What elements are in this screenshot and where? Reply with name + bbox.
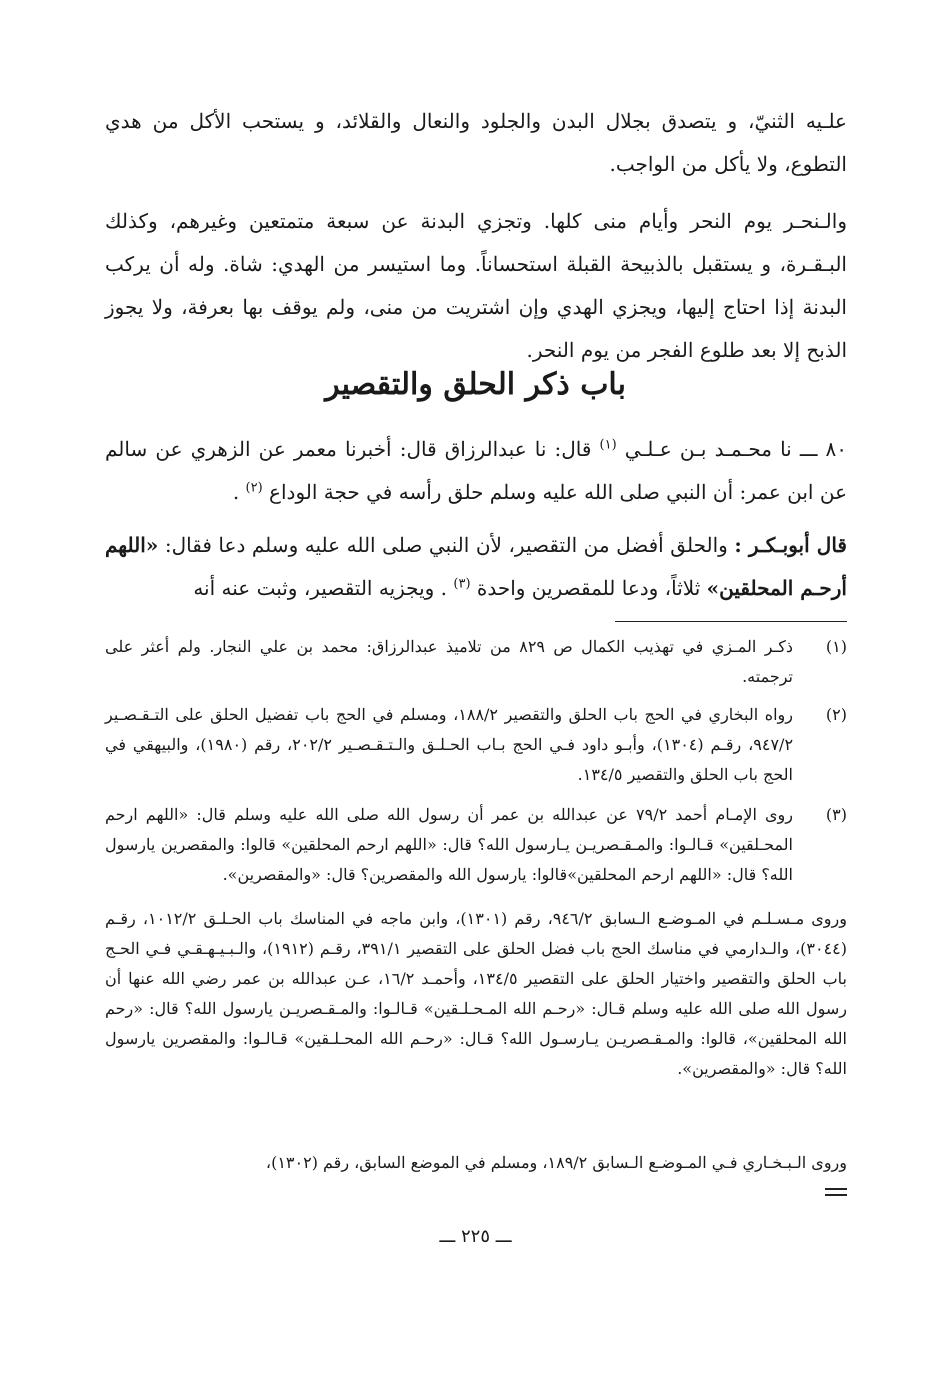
footnote-text: روى الإمـام أحمد ٧٩/٢ عن عبدالله بن عمر أن رسول الله صلى الله عليه وسلم قال: «اللهم ارحم المحـلقين» قـالـوا: والمـقـصريـن يـارسول الله؟ قال: «اللهم ارحم المحلقين» قالوا: والمقصرين يارسول الله؟ قال: «اللهم ارحم المحلقين»قالوا: يارسول الله والمقصرين؟ قال: «والمقصرين». xyxy=(105,805,794,884)
page-number: ـــ ٢٢٥ ـــ xyxy=(439,1226,512,1247)
paragraph-slaughter-days xyxy=(105,200,847,372)
commentary-part-2: ثلاثاً، ودعا للمقصرين واحدة xyxy=(476,576,701,600)
footnote-ref-2: (٢) xyxy=(245,480,263,496)
paragraph-sacrifice-rules xyxy=(105,100,847,186)
commentary-text xyxy=(105,524,847,610)
hadith-end: . xyxy=(232,480,240,504)
hadith-80 xyxy=(105,428,847,514)
footnote-3-paragraph-2 xyxy=(105,904,847,1084)
paragraph-text: علـيه الثنيّ، و يتصدق بجلال البدن والجلود والنعال والقلائد، و يستحب الأكل من هدي التطوع، ولا يأكل من الواجب. xyxy=(105,109,847,176)
commentary-quote: «اللهم أرحـم المحلقين» xyxy=(105,533,847,600)
footnote-text: رواه البخاري في الحج باب الحلق والتقصير ١٨٨/٢، ومسلم في الحج باب تفضيل الحلق على التـقـصـير ٩٤٧/٢، رقـم (١٣٠٤)، وأبـو داود فـي الحج بـاب الحـلـق والـتـقـصـير ٢٠٢/٢، رقم (١٩٨٠)، والبيهقي في الحج باب الحلق والتقصير ١٣٤/٥. xyxy=(105,705,794,784)
footnote-ref-1: (١) xyxy=(599,437,617,453)
footnote-text: وروى مـسـلـم في المـوضـع الـسابق ٩٤٦/٢، رقم (١٣٠١)، وابن ماجه في المناسك باب الحـلـق ١٠١٢/٢، رقـم (٣٠٤٤)، والـدارمي في مناسك الحج باب فضل الحلق على التقصير ٣٩١/١، رقـم (١٩١٢)، والـبـيـهـقـي فـي الحـج باب الحلق والتقصير واختيار الحلق على التقصير ١٣٤/٥، وأحمـد ١٦/٢، عـن عبدالله بن عمر رضي الله عنها أن رسول الله صلى الله عليه وسلم قـال: «رحـم الله المـحـلـقين» قـالـوا: والمـقـصريـن يارسول الله؟ قال: «رحم الله المحلقين»، قالوا: والمـقـصريـن يـارسـول الله؟ قـال: «رحـم الله المحـلـقين» قـالـوا: والمقصرين يارسول الله؟ قال: «والمقصرين». xyxy=(105,909,848,1078)
footnote-separator xyxy=(615,621,847,622)
footnote-ref-3: (٣) xyxy=(453,576,471,592)
footnote-3 xyxy=(105,800,847,890)
footnote-2 xyxy=(105,700,847,790)
continuation-mark xyxy=(825,1188,847,1198)
commentary-part-1: والحلق أفضل من التقصير، لأن النبي صلى الله عليه وسلم دعا فقال: xyxy=(158,533,728,557)
commentary-part-3: . ويجزيه التقصير، وثبت عنه أنه xyxy=(193,576,448,600)
footnote-number: (١) xyxy=(825,637,847,656)
commentary-author: قال أبوبـكـر : xyxy=(734,533,847,557)
footnote-text: ذكـر المـزي في تهذيب الكمال ص ٨٢٩ من تلاميذ عبدالرزاق: محمد بن علي النجار. ولم أعثر على ترجمته. xyxy=(105,637,793,686)
hadith-lead: ٨٠ ـــ نا محـمـد بـن عـلـي xyxy=(624,437,848,461)
abubakr-commentary xyxy=(105,524,847,610)
hadith-body: قال: نا عبدالرزاق قال: أخبرنا معمر عن الزهري عن سالم عن ابن عمر: أن النبي صلى الله عليه وسلم حلق رأسه في حجة الوداع xyxy=(105,437,847,504)
footnote-1 xyxy=(105,632,847,692)
paragraph-text: والـنحـر يوم النحر وأيام منى كلها. وتجزي البدنة عن سبعة متمتعين وغيرهم، وكذلك البـقـرة، و يستقبل بالذبيحة القبلة استحساناً. وما استيسر من الهدي: شاة. وله أن يركب البدنة إذا احتاج إليها، ويجزي الهدي وإن اشتريت من منى، ولم يوقف بها بعرفة، ولا يجوز الذبح إلا بعد طلوع الفجر من يوم النحر. xyxy=(105,209,847,362)
footnote-number: (٢) xyxy=(825,705,847,724)
footnote-number: (٣) xyxy=(825,805,847,824)
hadith-text xyxy=(105,428,847,514)
footnote-3-paragraph-3 xyxy=(105,1148,847,1178)
chapter-heading: باب ذكر الحلق والتقصير xyxy=(325,367,626,402)
footnote-text: وروى الـبـخـاري فـي المـوضـع الـسابق ١٨٩/٢، ومسلم في الموضع السابق، رقم (١٣٠٢)، xyxy=(265,1153,847,1172)
